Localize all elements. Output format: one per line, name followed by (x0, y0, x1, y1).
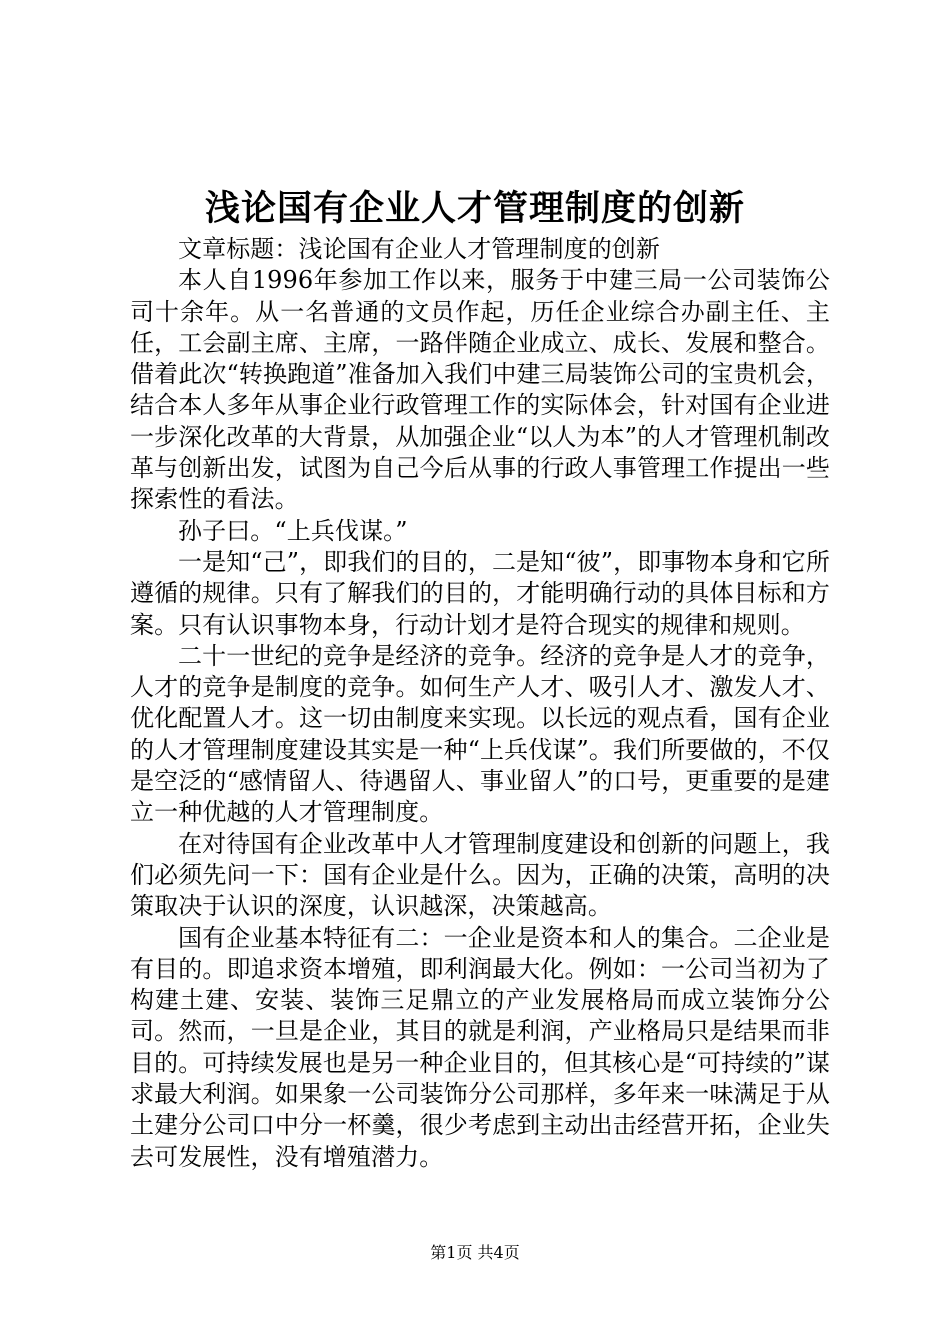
paragraph-know-self: 一是知“己”，即我们的目的，二是知“彼”，即事物本身和它所遵循的规律。只有了解我们的目的，才能明确行动的具体目标和方案。只有认识事物本身，行动计划才是符合现实的规律和规则。 (130, 547, 830, 639)
paragraph-intro: 本人自1996年参加工作以来，服务于中建三局一公司装饰公司十余年。从一名普通的文员作起，历任企业综合办副主任、主任，工会副主席、主席，一路伴随企业成立、成长、发展和整合。借着此次“转换跑道”准备加入我们中建三局装饰公司的宝贵机会，结合本人多年从事企业行政管理工作的实际体会，针对国有企业进一步深化改革的大背景，从加强企业“以人为本”的人才管理机制改革与创新出发，试图为自己今后从事的行政人事管理工作提出一些探索性的看法。 (130, 266, 830, 514)
paragraph-question: 在对待国有企业改革中人才管理制度建设和创新的问题上，我们必须先问一下：国有企业是什么。因为，正确的决策，高明的决策取决于认识的深度，认识越深，决策越高。 (130, 829, 830, 921)
paragraph-characteristics: 国有企业基本特征有二：一企业是资本和人的集合。二企业是有目的。即追求资本增殖，即利润最大化。例如：一公司当初为了构建土建、安装、装饰三足鼎立的产业发展格局而成立装饰分公司。然而，一旦是企业，其目的就是利润，产业格局只是结果而非目的。可持续发展也是另一种企业目的，但其核心是“可持续的”谋求最大利润。如果象一公司装饰分公司那样，多年来一味满足于从土建分公司口中分一杯羹，很少考虑到主动出击经营开拓，企业失去可发展性，没有增殖潜力。 (130, 923, 830, 1171)
page-footer: 第1页 共4页 (430, 1243, 520, 1262)
document-body (130, 234, 830, 1173)
paragraph-competition: 二十一世纪的竞争是经济的竞争。经济的竞争是人才的竞争，人才的竞争是制度的竞争。如何生产人才、吸引人才、激发人才、优化配置人才。这一切由制度来实现。以长远的观点看，国有企业的人才管理制度建设其实是一种“上兵伐谋”。我们所要做的，不仅是空泛的“感情留人、待遇留人、事业留人”的口号，更重要的是建立一种优越的人才管理制度。 (130, 641, 830, 827)
document-title: 浅论国有企业人才管理制度的创新 (204, 188, 745, 229)
paragraph-sunzi-quote: 孙子曰。“上兵伐谋。” (178, 516, 408, 545)
paragraph-article-title: 文章标题：浅论国有企业人才管理制度的创新 (178, 235, 660, 263)
